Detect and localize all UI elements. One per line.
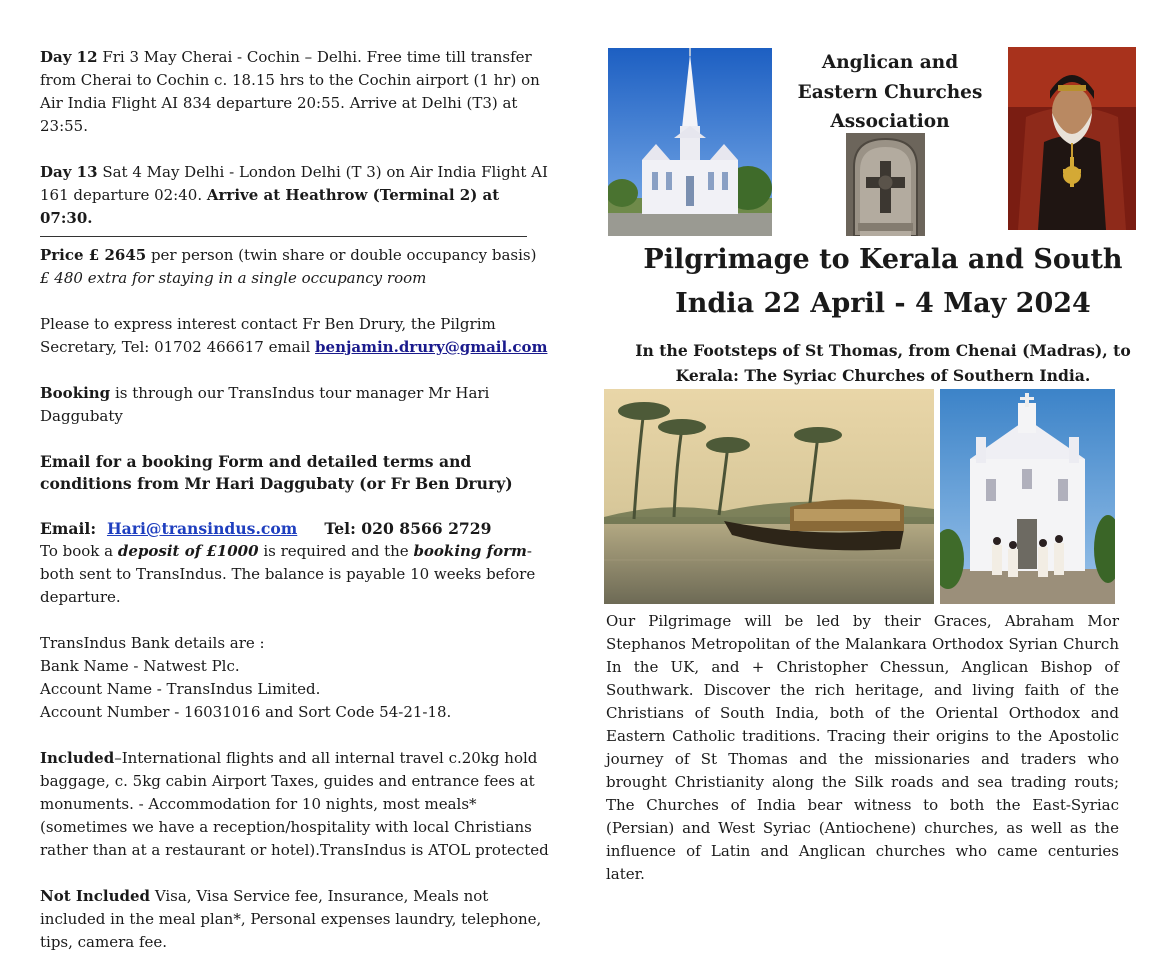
booking-paragraph: Booking is through our TransIndus tour manager Mr Hari Daggubaty <box>40 384 490 425</box>
booking-form-heading: Email for a booking Form and detailed terms and conditions from Mr Hari Daggubaty (or Fr Ben Drury) <box>40 452 513 493</box>
price-line: Price £ 2645 per person (twin share or double occupancy basis) <box>40 246 537 264</box>
transindus-email-link[interactable]: Hari@transindus.com <box>106 519 298 538</box>
association-name: Anglican and Eastern Churches Association <box>797 52 983 132</box>
divider <box>40 236 527 237</box>
email-tel-line: Email: Hari@transindus.com Tel: 020 8566 2729 <box>40 519 492 538</box>
contact-email-link[interactable]: benjamin.drury@gmail.com <box>315 338 548 356</box>
white-church-photo <box>940 389 1115 604</box>
deposit-paragraph: To book a deposit of £1000 is required and the booking form- both sent to TransIndus. The balance is payable 10 weeks before departure. <box>40 542 536 606</box>
single-supplement: £ 480 extra for staying in a single occupancy room <box>40 269 427 287</box>
account-name: Account Name - TransIndus Limited. <box>40 680 321 698</box>
pilgrimage-title: Pilgrimage to Kerala and South India 22 April - 4 May 2024 <box>643 244 1123 319</box>
pilgrimage-description: Our Pilgrimage will be led by their Graces, Abraham Mor Stephanos Metropolitan of the Malankara Orthodox Syrian Church In the UK, and + Christopher Chessun, Anglican Bishop of Southwark. Discover the rich heritage, and living faith of the Christians of South India, both of the Oriental Orthodox and Eastern Catholic traditions. Tracing their origins to the Apostolic journey of St Thomas and the missionaries and traders who brought Christianity along the Silk roads and sea trading routs; The Churches of India bear witness to both the East-Syriac (Persian) and West Syriac (Antiochene) churches, as well as the influence of Latin and Anglican churches who came centuries later. <box>606 612 1119 883</box>
bank-heading: TransIndus Bank details are : <box>40 634 265 652</box>
not-included-paragraph: Not Included Visa, Visa Service fee, Insurance, Meals not included in the meal plan*, Personal expenses laundry, telephone, tips, camera fee. <box>40 887 542 951</box>
left-column <box>40 46 550 954</box>
association-emblem <box>846 133 925 236</box>
contact-paragraph: Please to express interest contact Fr Ben Drury, the Pilgrim Secretary, Tel: 01702 466617 email benjamin.drury@gmail.com <box>40 315 548 356</box>
bank-name: Bank Name - Natwest Plc. <box>40 657 240 675</box>
pilgrimage-subtitle: In the Footsteps of St Thomas, from Chenai (Madras), to Kerala: The Syriac Churches of Southern India. <box>635 341 1131 385</box>
account-number: Account Number - 16031016 and Sort Code 54-21-18. <box>40 703 452 721</box>
day12-paragraph: Day 12 Fri 3 May Cherai - Cochin – Delhi. Free time till transfer from Cherai to Cochin c. 18.15 hrs to the Cochin airport (1 hr) on Air India Flight AI 834 departure 20:55. Arrive at Delhi (T3) at 23:55. <box>40 48 540 135</box>
metropolitan-portrait <box>1008 47 1136 230</box>
included-paragraph: Included–International flights and all internal travel c.20kg hold baggage, c. 5kg cabin Airport Taxes, guides and entrance fees at monuments. - Accommodation for 10 nights, most meals*(sometimes we have a reception/hospitality with local Christians rather than at a restaurant or hotel).TransIndus is ATOL protected <box>40 749 549 859</box>
backwater-houseboat-photo <box>604 389 934 604</box>
day13-paragraph: Day 13 Sat 4 May Delhi - London Delhi (T 3) on Air India Flight AI 161 departure 02:40. Arrive at Heathrow (Terminal 2) at 07:30. <box>40 163 548 227</box>
cathedral-photo <box>608 48 772 236</box>
